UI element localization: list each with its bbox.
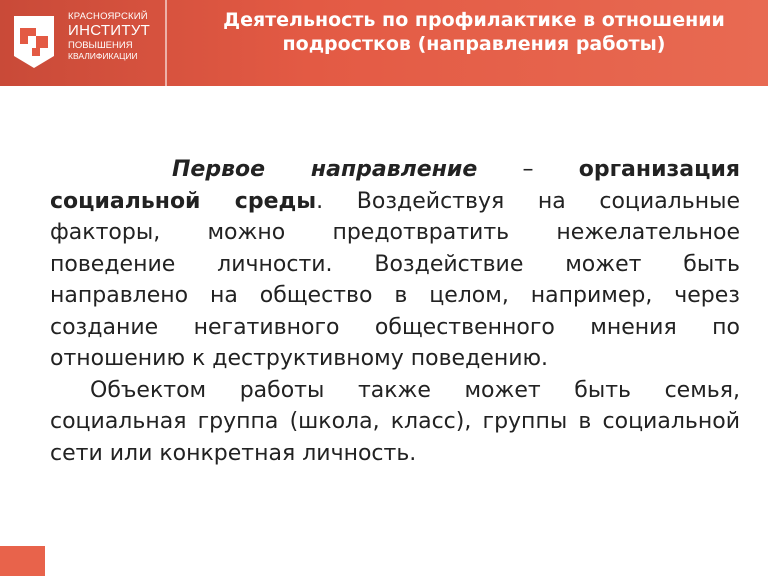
dash: – [477,157,579,182]
corner-accent [0,546,45,576]
social-environment-term: организация социальной среды [50,157,740,214]
institute-logo [8,12,158,74]
slide-body [50,154,740,469]
paragraph-1 [50,154,740,375]
slide-title: Деятельность по профилактике в отношении подростков (направления работы) [223,9,725,55]
logo-line-2: ИНСТИТУТ [68,21,151,39]
logo-line-4: КВАЛИФИКАЦИИ [68,50,138,61]
logo-line-1: КРАСНОЯРСКИЙ [68,11,148,22]
paragraph-2: Объектом работы также может быть семья, социальная группа (школа, класс), группы в социальной сети или конкретная личность. [50,377,740,466]
logo-text [68,12,168,61]
first-direction-label: Первое направление [172,157,478,182]
header-bar [0,0,768,86]
paragraph-1-text: . Воздействуя на социальные факторы, можно предотвратить нежелательное поведение личности. Воздействие может быть направлено на общество в целом, например, через создание негативного общественного мнения по отношению к деструктивному поведению. [50,188,740,371]
logo-emblem-icon [12,14,56,70]
logo-line-3: ПОВЫШЕНИЯ [68,39,133,51]
